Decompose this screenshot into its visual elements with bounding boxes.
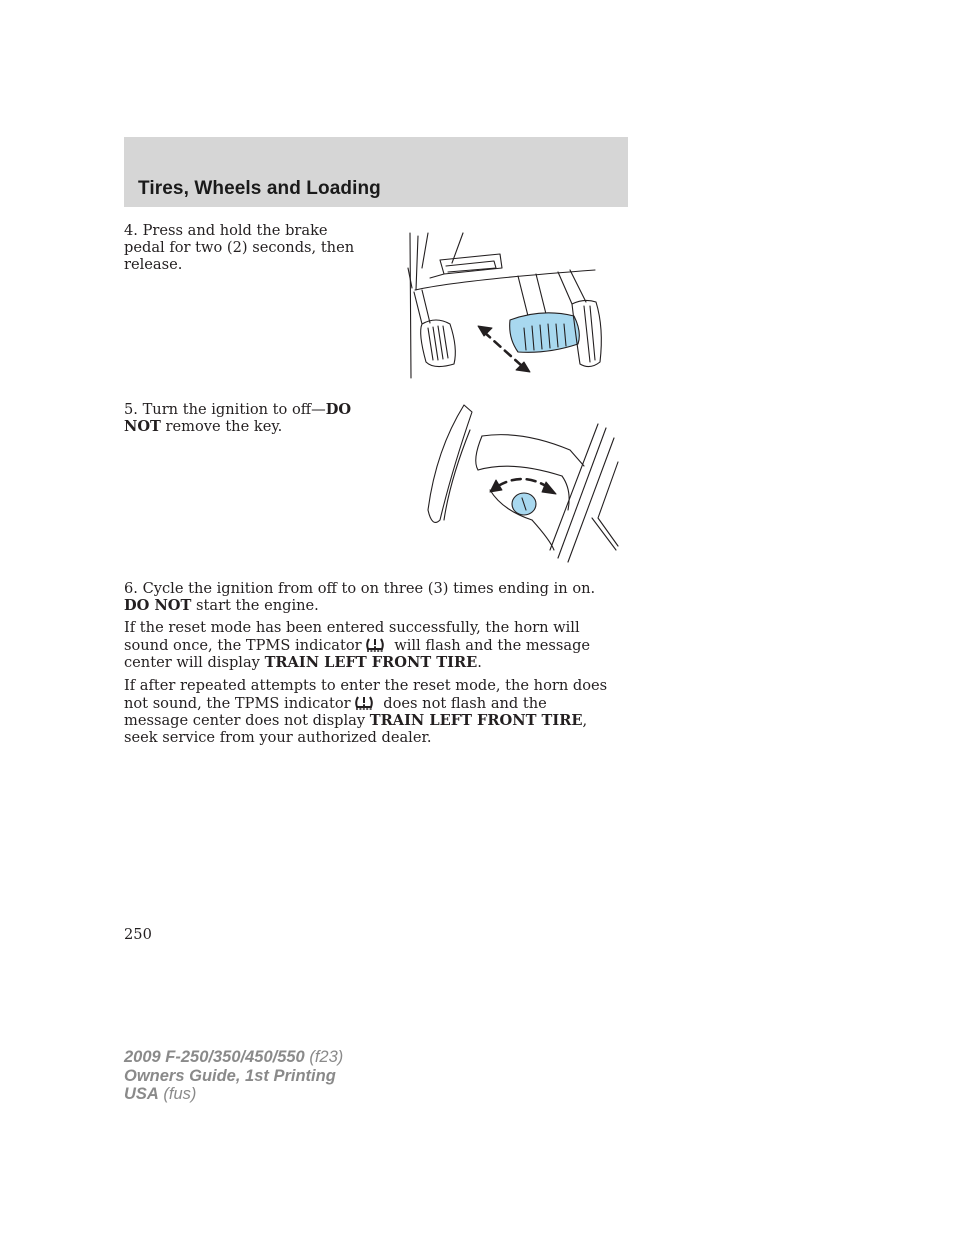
failure-text-c: , seek service from your authorized dealer.	[124, 712, 588, 746]
success-text-a: If the reset mode has been entered successfully, the horn will sound once, the TPMS indicator	[124, 619, 580, 654]
step-5-text-a: 5. Turn the ignition to off—	[124, 401, 326, 418]
footer-line-2: Owners Guide, 1st Printing	[124, 1066, 336, 1085]
step-5-text	[124, 401, 354, 435]
step-6-text-b: start the engine.	[191, 597, 319, 614]
footer-line-3	[124, 1085, 343, 1104]
footer-model: 2009 F-250/350/450/550	[124, 1048, 305, 1066]
tpms-warning-icon	[354, 694, 374, 712]
step-6-text-a: 6. Cycle the ignition from off to on three (3) times ending in on.	[124, 580, 596, 597]
section-title: Tires, Wheels and Loading	[138, 178, 381, 199]
step-5-text-b: remove the key.	[160, 418, 283, 435]
failure-text-b: does not flash and the message center does not display	[124, 695, 547, 729]
footer-line-1	[124, 1048, 343, 1067]
failure-message-center-text: TRAIN LEFT FRONT TIRE	[369, 712, 583, 729]
failure-text-a: If after repeated attempts to enter the reset mode, the horn does not sound, the TPMS indicator	[124, 677, 608, 712]
success-text-c: .	[477, 654, 482, 671]
step-4-text: 4. Press and hold the brake pedal for two (2) seconds, then release.	[124, 222, 355, 273]
step-5-warning: DO NOT	[124, 401, 352, 435]
page-number: 250	[124, 926, 152, 943]
section-header	[124, 137, 628, 207]
footer-market-code: (fus)	[158, 1085, 197, 1103]
document-footer	[124, 1048, 343, 1104]
reset-success-paragraph	[124, 619, 604, 671]
step-6-text	[124, 580, 604, 614]
brake-pedal-illustration	[400, 228, 615, 380]
footer-model-code: (f23)	[304, 1048, 344, 1066]
step-6-warning: DO NOT	[124, 597, 192, 614]
footer-market: USA	[124, 1085, 159, 1103]
reset-failure-paragraph	[124, 677, 614, 746]
tpms-warning-icon	[365, 636, 385, 654]
success-text-b: will flash and the message center will display	[124, 637, 591, 671]
success-message-center-text: TRAIN LEFT FRONT TIRE	[264, 654, 478, 671]
ignition-key-illustration	[422, 400, 620, 566]
